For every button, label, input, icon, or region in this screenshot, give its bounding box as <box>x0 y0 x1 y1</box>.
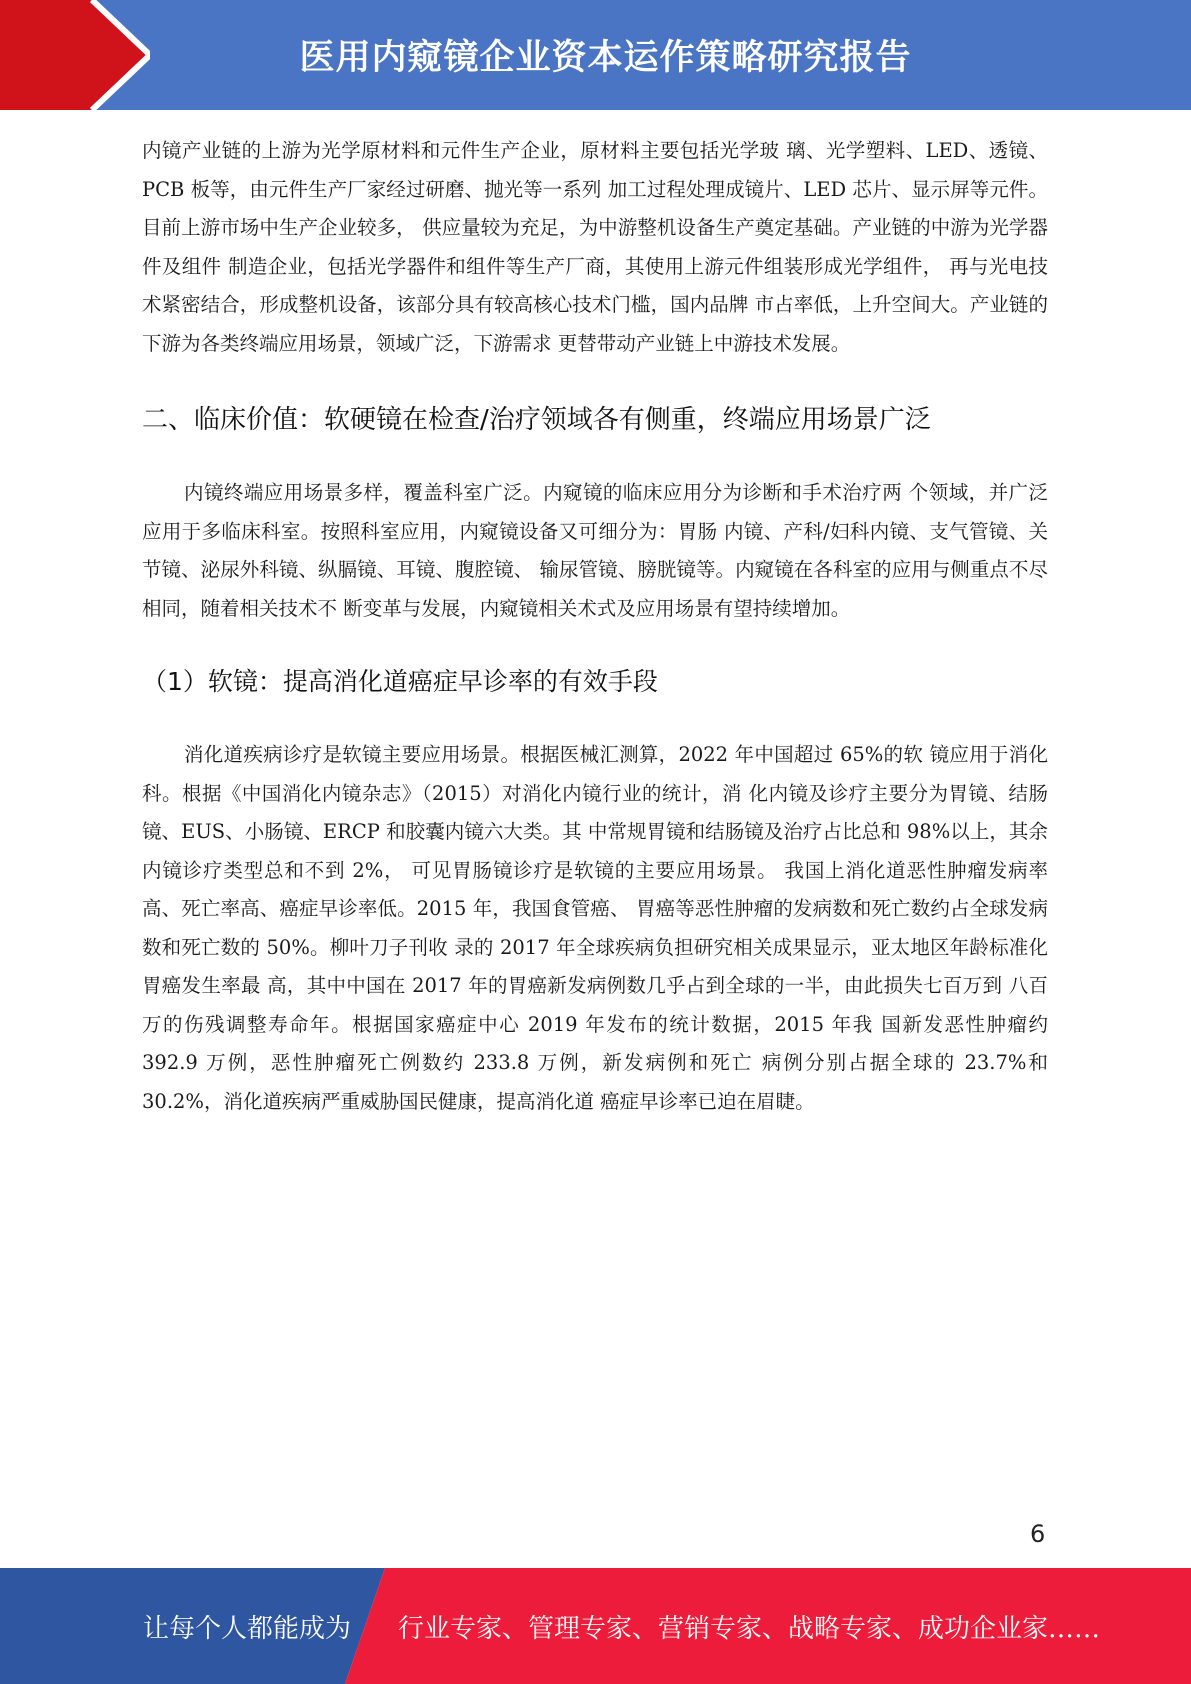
paragraph-digestive-diseases: 消化道疾病诊疗是软镜主要应用场景。根据医械汇测算，2022 年中国超过 65%的软 镜应用于消化科。根据《中国消化内镜杂志》（2015）对消化内镜行业的统计，消 化内镜及诊疗主要分为胃镜、结肠镜、EUS、小肠镜、ERCP 和胶囊内镜六大类。其 中常规胃镜和结肠镜及治疗占比总和 98%以上，其余内镜诊疗类型总和不到 2%， 可见胃肠镜诊疗是软镜的主要应用场景。 我国上消化道恶性肿瘤发病率高、死亡率高、癌症早诊率低。2015 年，我国食管癌、 胃癌等恶性肿瘤的发病数和死亡数约占全球发病数和死亡数的 50%。柳叶刀子刊收 录的 2017 年全球疾病负担研究相关成果显示，亚太地区年龄标准化胃癌发生率最 高，其中中国在 2017 年的胃癌新发病例数几乎占到全球的一半，由此损失七百万到 八百万的伤残调整寿命年。根据国家癌症中心 2019 年发布的统计数据，2015 年我 国新发恶性肿瘤约 392.9 万例，恶性肿瘤死亡例数约 233.8 万例，新发病例和死亡 病例分别占据全球的 23.7%和 30.2%，消化道疾病严重威胁国民健康，提高消化道 癌症早诊率已迫在眉睫。 <box>142 743 1048 1113</box>
page-content <box>142 132 1048 1121</box>
report-title: 医用内窥镜企业资本运作策略研究报告 <box>299 38 912 78</box>
header-arrow-decoration <box>0 0 150 110</box>
footer-banner <box>0 1568 1191 1684</box>
footer-slogan-left: 让每个人都能成为 <box>143 1613 352 1644</box>
subsection-heading-soft-endoscope: （1）软镜：提高消化道癌症早诊率的有效手段 <box>142 667 658 696</box>
paragraph-clinical-application: 内镜终端应用场景多样，覆盖科室广泛。内窥镜的临床应用分为诊断和手术治疗两 个领域，并广泛应用于多临床科室。按照科室应用，内窥镜设备又可细分为：胃肠 内镜、产科/妇科内镜、支气管镜、关节镜、泌尿外科镜、纵膈镜、耳镜、腹腔镜、 输尿管镜、膀胱镜等。内窥镜在各科室的应用与侧重点不尽相同，随着相关技术不 断变革与发展，内窥镜相关术式及应用场景有望持续增加。 <box>142 481 1048 620</box>
section-heading-clinical-value: 二、临床价值：软硬镜在检查/治疗领域各有侧重，终端应用场景广泛 <box>142 405 931 435</box>
page-number: 6 <box>1030 1520 1046 1548</box>
paragraph-industry-chain: 内镜产业链的上游为光学原材料和元件生产企业，原材料主要包括光学玻 璃、光学塑料、LED、透镜、PCB 板等，由元件生产厂家经过研磨、抛光等一系列 加工过程处理成镜片、LED 芯片、显示屏等元件。目前上游市场中生产企业较多， 供应量较为充足，为中游整机设备生产奠定基础。产业链的中游为光学器件及组件 制造企业，包括光学器件和组件等生产厂商，其使用上游元件组装形成光学组件， 再与光电技术紧密结合，形成整机设备，该部分具有较高核心技术门槛，国内品牌 市占率低，上升空间大。产业链的下游为各类终端应用场景，领域广泛，下游需求 更替带动产业链上中游技术发展。 <box>142 139 1048 355</box>
header-banner <box>0 0 1191 110</box>
footer-slogan-right: 行业专家、管理专家、营销专家、战略专家、成功企业家…… <box>398 1613 1101 1644</box>
